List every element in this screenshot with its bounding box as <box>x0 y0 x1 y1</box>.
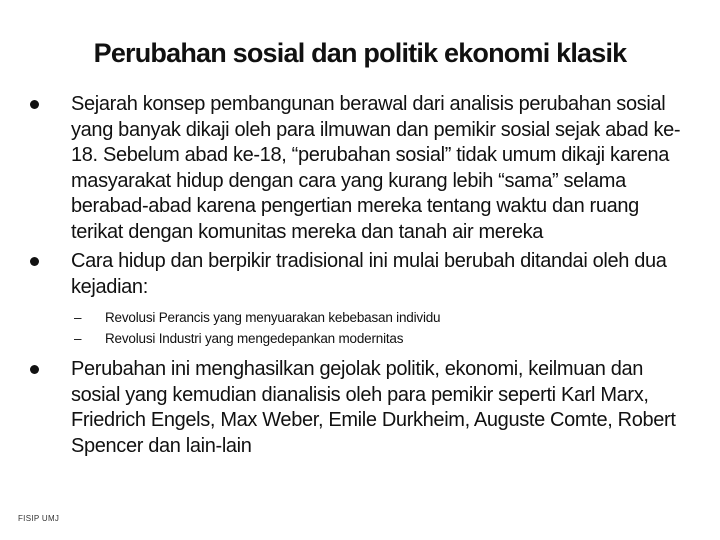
dash-icon: – <box>74 310 82 325</box>
dash-icon: – <box>74 331 82 346</box>
sub-bullet-item <box>71 307 690 328</box>
bullet-dot-icon <box>30 365 39 374</box>
bullet-item <box>30 357 690 459</box>
bullet-list <box>30 92 690 463</box>
sub-bullet-text: Revolusi Industri yang mengedepankan modernitas <box>105 331 404 346</box>
sub-bullet-list <box>71 307 690 349</box>
bullet-item <box>30 249 690 349</box>
bullet-text: Perubahan ini menghasilkan gejolak politik, ekonomi, keilmuan dan sosial yang kemudian dianalisis oleh para pemikir seperti Karl Marx, Friedrich Engels, Max Weber, Emile Durkheim, Auguste Comte, Robert Spencer dan lain-lain <box>71 358 676 457</box>
bullet-dot-icon <box>30 257 39 266</box>
sub-bullet-text: Revolusi Perancis yang menyuarakan kebebasan individu <box>105 310 441 325</box>
bullet-dot-icon <box>30 100 39 109</box>
bullet-text: Cara hidup dan berpikir tradisional ini mulai berubah ditandai oleh dua kejadian: <box>71 250 667 298</box>
slide-title: Perubahan sosial dan politik ekonomi klasik <box>93 38 627 68</box>
footer-label: FISIP UMJ <box>18 514 60 523</box>
sub-bullet-item <box>71 328 690 349</box>
bullet-item <box>30 92 690 245</box>
bullet-text: Sejarah konsep pembangunan berawal dari analisis perubahan sosial yang banyak dikaji oleh para ilmuwan dan pemikir sosial sejak abad ke-18. Sebelum abad ke-18, “perubahan sosial” tidak umum dikaji karena masyarakat hidup dengan cara yang kurang lebih “sama” selama berabad-abad karena pengertian mereka tentang waktu dan ruang terikat dengan komunitas mereka dan tanah air mereka <box>71 93 681 243</box>
